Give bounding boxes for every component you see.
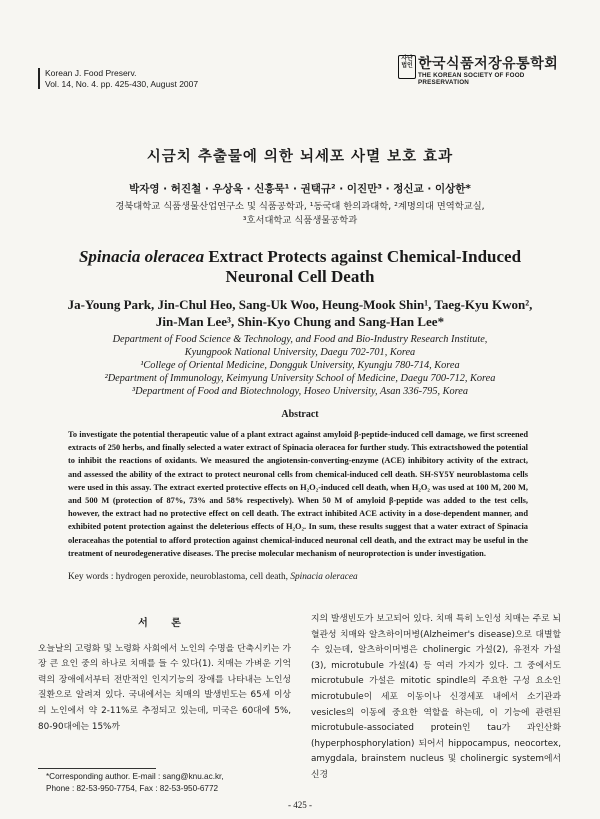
page-number: - 425 - (288, 800, 312, 810)
keywords-terms: hydrogen peroxide, neuroblastoma, cell death, (115, 572, 291, 582)
affiliation-english-4: ²Department of Immunology, Keimyung University School of Medicine, Daegu 700-712, Korea (104, 373, 496, 384)
society-name-en: THE KOREAN SOCIETY OF FOOD PRESERVATION (418, 72, 525, 86)
title-species: Spinacia oleracea (78, 247, 205, 266)
intro-heading: 서 론 (138, 618, 191, 629)
footnote-phone: Phone : 82-53-950-7754, Fax : 82-53-950-6772 (46, 783, 219, 793)
footnote-email: *Corresponding author. E-mail : sang@knu.ac.kr, (46, 772, 224, 781)
authors-korean: 박자영 · 허진철 · 우상욱 · 신흥묵¹ · 권택규² · 이진만³ · 정신교 · 이상한* (129, 183, 471, 195)
journal-citation (38, 68, 198, 89)
affiliation-english-5: ³Department of Food and Biotechnology, Hoseo University, Asan 336-795, Korea (132, 386, 468, 397)
society-name-kr: 한국식품저장유통학회 (418, 56, 559, 72)
abstract-heading: Abstract (281, 409, 319, 420)
intro-left-column (38, 612, 291, 735)
affiliation-english-1: Department of Food Science & Technology, and Food and Bio-Industry Research Institute, (112, 334, 488, 345)
authors-english-line2: Jin-Man Lee³, Shin-Kyo Chung and Sang-Han Lee* (155, 314, 445, 329)
affiliation-english-2: Kyungpook National University, Daegu 702-701, Korea (184, 347, 416, 358)
footnote-divider (38, 768, 156, 769)
title-english-line2: Neuronal Cell Death (225, 267, 375, 286)
authors-english (0, 296, 600, 330)
affiliation-korean-line2: ³호서대학교 식품생물공학과 (242, 215, 358, 226)
title-english (0, 247, 600, 287)
affiliation-english-3: ¹College of Oriental Medicine, Dongguk University, Kyungju 780-714, Korea (140, 360, 460, 371)
keywords-label: Key words : (68, 572, 114, 582)
title-korean: 시금치 추출물에 의한 뇌세포 사멸 보호 효과 (146, 149, 454, 165)
title-english-line1: Extract Protects against Chemical-Induced (204, 247, 522, 266)
journal-name: Korean J. Food Preserv. (45, 68, 137, 78)
footnote (46, 771, 224, 794)
intro-right-column (311, 612, 561, 784)
intro-left-text: 오늘날의 고령화 및 노령화 사회에서 노인의 수명을 단축시키는 가장 큰 요인 중의 하나로 치매를 들 수 있다(1). 치매는 가벼운 기억력의 장애에서부터 전반적인 인지기능의 장애를 나타내는 노인성 질환으로 알려져 있다. 국내에서는 치매의 발생빈도는 65세 이상의 노인에서 약 2-11%로 추정되고 있는데, 미국은 60대에 5%, 80-90대에는 15%까 (38, 643, 291, 732)
abstract-text: To investigate the potential therapeutic value of a plant extract against amyloid β-peptide-induced cell damage, we first screened extracts of 250 herbs, and finally selected a water extract of Spinacia oleracea for further study. This extractshowed the potential to inhibit the reactions of oxidants. We measured the angiotensin-converting-enzyme (ACE) inhibitory activity of the extract, and assessed the ability of the extract to protect neuronal cells from chemical-induced cell death. SH-SY5Y neuroblastoma cells were used in this assay. The extract exerted protective effects on H₂O₂-induced cell death, when H₂O₂ was used at 100 M, 200 M, and 500 M (protection of 87%, 73% and 58% respectively). When 50 M of amyloid β-peptide was added to the test cells, however, the extract had no protective effect on cell death. The extract inhibited ACE activity in a dose-dependent manner, and exhibited potent protection against the deleterious effects of H₂O₂. In sum, these results suggest that a water extract of Spinacia oleraceahas the potential to afford protection against chemical-induced neuronal cell death, and the extract may be useful in the treatment of neurodegenerative diseases. The precise molecular mechanism of neuroprotection is under investigation. (68, 430, 528, 558)
intro-right-text: 지의 발생빈도가 보고되어 있다. 치매 특히 노인성 치매는 주로 뇌혈관성 치매와 알츠하이머병(Alzheimer's disease)으로 대별할 수 있는데, 알츠하이머병은 cholinergic 가설(2), 유전자 가설(3), microtubule 가설(4) 등 여러 가지가 있다. 그 중에서도 microtubule 가설은 mitotic spindle의 주요한 구성 요소인 microtubule이 세포 이동이나 신경세포 내에서 소기관과 vesicles의 이동에 중요한 역할을 하는데, 이 기능에 관련된 microtubule-associated protein인 tau가 과인산화(hyperphosphorylation) 되어서 hippocampus, neocortex, amygdala, brainstem nucleus 및 cholinergic system에서 신경 (311, 614, 561, 780)
authors-english-line1: Ja-Young Park, Jin-Chul Heo, Sang-Uk Woo, Heung-Mook Shin¹, Taeg-Kyu Kwon², (67, 297, 533, 312)
society-logo-mark: 사단법인 (398, 55, 416, 79)
keywords (68, 572, 528, 582)
journal-volume: Vol. 14, No. 4. pp. 425-430, August 2007 (45, 78, 199, 89)
affiliation-korean-line1: 경북대학교 식품생물산업연구소 및 식품공학과, ¹동국대 한의과대학, ²계명의대 면역학교실, (115, 201, 485, 212)
keywords-species: Spinacia oleracea (290, 572, 358, 582)
